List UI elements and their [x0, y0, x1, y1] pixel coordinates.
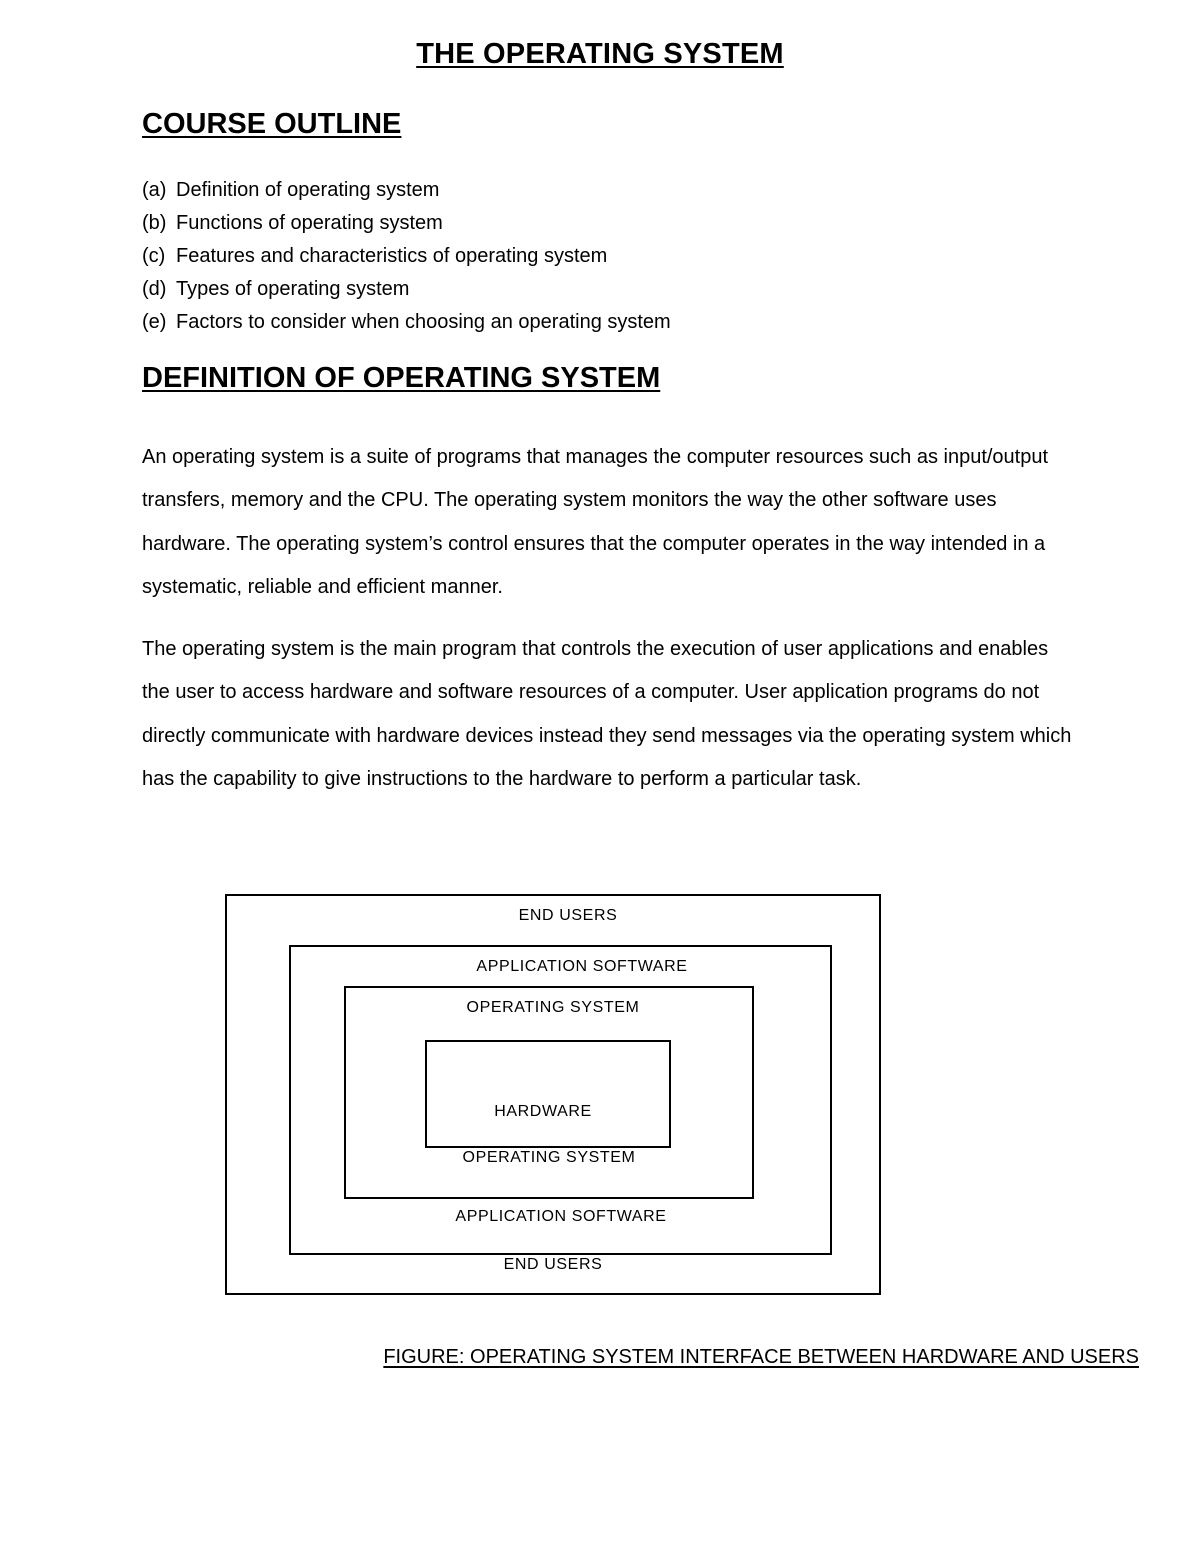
application-software-layer-box — [289, 945, 832, 1255]
course-outline-heading: COURSE OUTLINE — [142, 108, 402, 140]
operating-system-bottom-label: OPERATING SYSTEM — [462, 1149, 636, 1166]
outline-item-text: Functions of operating system — [176, 212, 443, 234]
operating-system-layer-box — [344, 986, 754, 1199]
outline-item-marker: (c) — [142, 245, 166, 267]
end-users-layer-box — [225, 894, 881, 1295]
document-title: THE OPERATING SYSTEM — [416, 38, 784, 70]
application-software-bottom-label: APPLICATION SOFTWARE — [455, 1208, 667, 1225]
outline-item-text: Definition of operating system — [176, 179, 440, 201]
end-users-top-label: END USERS — [518, 907, 618, 924]
outline-item-text: Features and characteristics of operating system — [176, 245, 608, 267]
outline-item-text: Types of operating system — [176, 278, 410, 300]
outline-item-marker: (d) — [142, 278, 167, 300]
operating-system-top-label: OPERATING SYSTEM — [466, 999, 640, 1016]
outline-item — [142, 306, 671, 339]
outline-item — [142, 207, 671, 240]
definition-heading: DEFINITION OF OPERATING SYSTEM — [142, 362, 661, 394]
outline-item — [142, 273, 671, 306]
outline-item-marker: (a) — [142, 179, 167, 201]
outline-item-marker: (b) — [142, 212, 167, 234]
hardware-layer-box — [425, 1040, 671, 1148]
outline-item — [142, 240, 671, 273]
outline-item-text: Factors to consider when choosing an operating system — [176, 311, 671, 333]
outline-item — [142, 174, 671, 207]
hardware-label: HARDWARE — [494, 1103, 592, 1120]
definition-paragraph-2: The operating system is the main program that controls the execution of user applications and enables the user to access hardware and software resources of a computer. User application programs do not directly communicate with hardware devices instead they send messages via the operating system which has the capability to give instructions to the hardware to perform a particular task. — [142, 638, 1072, 790]
definition-paragraph-1: An operating system is a suite of programs that manages the computer resources such as input/output transfers, memory and the CPU. The operating system monitors the way the other software uses hardware. The operating system’s control ensures that the computer operates in the way intended in a systematic, reliable and efficient manner. — [142, 446, 1049, 598]
end-users-bottom-label: END USERS — [503, 1256, 603, 1273]
figure-caption: FIGURE: OPERATING SYSTEM INTERFACE BETWEEN HARDWARE AND USERS — [383, 1346, 1139, 1368]
outline-item-marker: (e) — [142, 311, 167, 333]
application-software-top-label: APPLICATION SOFTWARE — [476, 958, 688, 975]
course-outline-list — [142, 174, 671, 339]
